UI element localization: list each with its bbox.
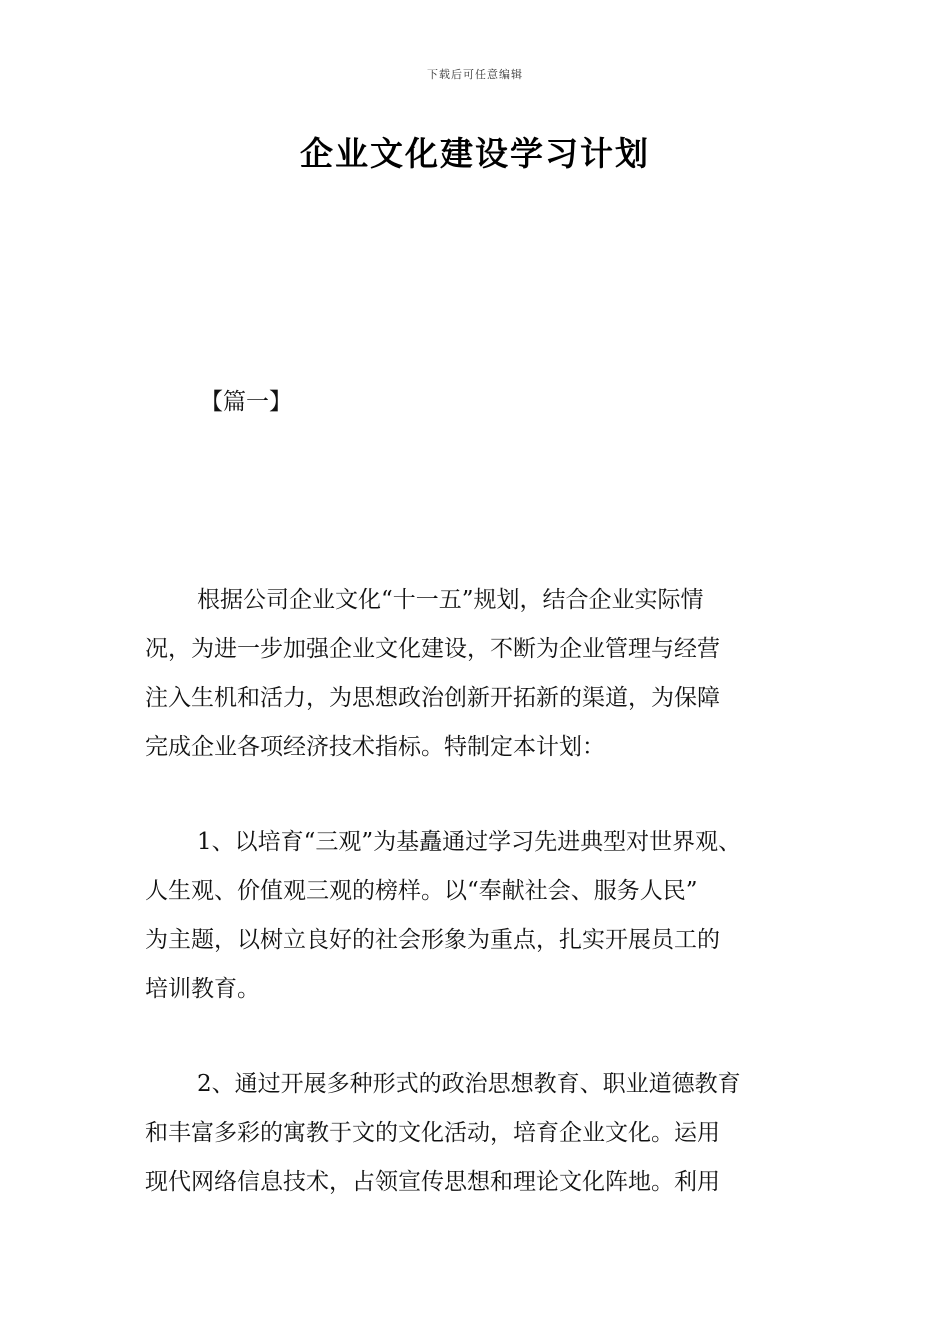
- paragraph-line: 现代网络信息技术，占领宣传思想和理论文化阵地。利用: [145, 1169, 720, 1195]
- paragraph-line: 和丰富多彩的寓教于文的文化活动，培育企业文化。运用: [145, 1120, 720, 1146]
- header-note: 下载后可任意编辑: [427, 68, 523, 81]
- paragraph-item-2: [145, 1060, 835, 1207]
- paragraph-line: 况，为进一步加强企业文化建设，不断为企业管理与经营: [145, 636, 720, 662]
- paragraph-line: 完成企业各项经济技术指标。特制定本计划：: [145, 734, 605, 760]
- paragraph-line: 人生观、价值观三观的榜样。以“奉献社会、服务人民”: [145, 878, 698, 904]
- paragraph-line: 根据公司企业文化“十一五”规划，结合企业实际情: [197, 587, 704, 613]
- paragraph-line: 培训教育。: [145, 976, 260, 1002]
- paragraph-line: 1、以培育“三观”为基矗通过学习先进典型对世界观、: [197, 829, 742, 855]
- paragraph-item-1: [145, 818, 835, 1014]
- section-label: 【篇一】: [200, 389, 292, 415]
- paragraph-line: 注入生机和活力，为思想政治创新开拓新的渠道，为保障: [145, 685, 720, 711]
- document-title: 企业文化建设学习计划: [300, 134, 650, 173]
- paragraph-intro: [145, 576, 835, 772]
- paragraph-line: 2、通过开展多种形式的政治思想教育、职业道德教育: [197, 1071, 741, 1097]
- paragraph-line: 为主题，以树立良好的社会形象为重点，扎实开展员工的: [145, 927, 720, 953]
